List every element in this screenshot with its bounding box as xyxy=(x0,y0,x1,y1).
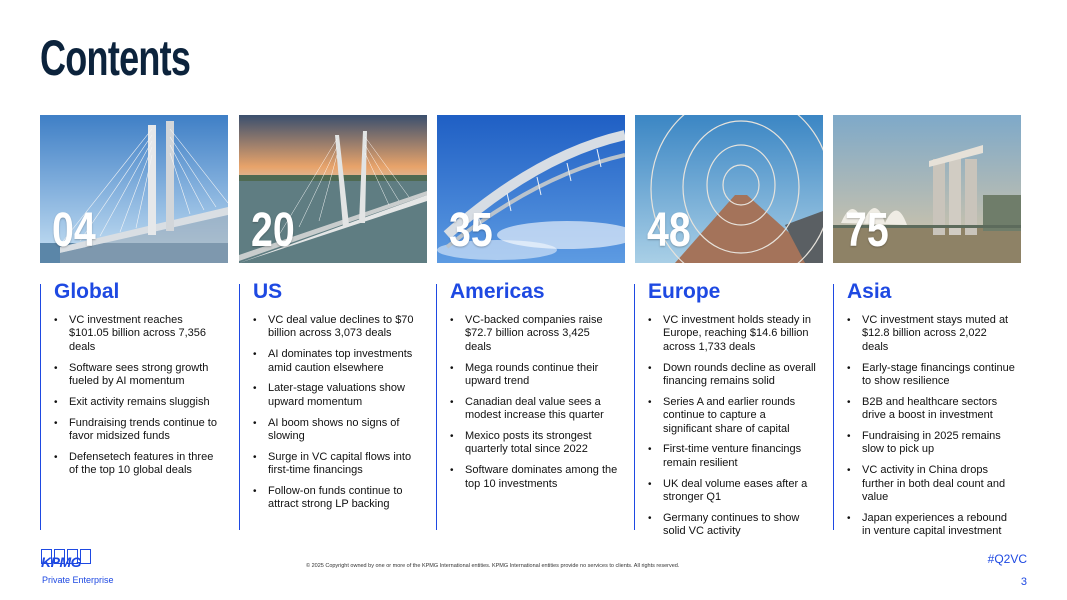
bullet-item: • Mexico posts its strongest quarterly total since 2022 xyxy=(450,430,618,457)
logo-subtitle: Private Enterprise xyxy=(42,575,114,585)
bullet-item: • VC investment holds steady in Europe, reaching $14.6 billion across 1,733 deals xyxy=(648,314,816,354)
section-europe xyxy=(634,280,816,538)
section-image-global xyxy=(40,115,228,263)
section-americas xyxy=(436,280,618,530)
bullet-item: • UK deal volume eases after a stronger Q1 xyxy=(648,478,816,505)
bullet-item: • Canadian deal value sees a modest increase this quarter xyxy=(450,396,618,423)
bullet-item: • Follow-on funds continue to attract strong LP backing xyxy=(253,485,421,512)
page-title: Contents xyxy=(40,30,191,86)
copyright-notice: © 2025 Copyright owned by one or more of the KPMG International entities. KPMG International entities provide no services to clients. All rights reserved. xyxy=(306,563,680,569)
bullet-item: • Software sees strong growth fueled by AI momentum xyxy=(54,362,222,389)
bullet-item: • B2B and healthcare sectors drive a boost in investment xyxy=(847,396,1015,423)
bullet-item: • Down rounds decline as overall financing remains solid xyxy=(648,362,816,389)
bullet-list xyxy=(41,314,222,478)
page-number-label: 75 xyxy=(845,204,889,257)
bullet-item: • VC activity in China drops further in both deal count and value xyxy=(847,464,1015,504)
bullet-item: • VC-backed companies raise $72.7 billion across 3,425 deals xyxy=(450,314,618,354)
page-number-label: 04 xyxy=(52,204,96,257)
section-image-us xyxy=(239,115,427,263)
bullet-item: • Mega rounds continue their upward trend xyxy=(450,362,618,389)
bullet-item: • VC investment reaches $101.05 billion across 7,356 deals xyxy=(54,314,222,354)
bullet-item: • Japan experiences a rebound in venture capital investment xyxy=(847,512,1015,539)
section-image-americas xyxy=(437,115,625,263)
section-heading: US xyxy=(253,280,283,303)
section-heading: Global xyxy=(54,280,120,303)
bullet-item: • Later-stage valuations show upward momentum xyxy=(253,382,421,409)
page-number-label: 35 xyxy=(449,204,493,257)
section-asia xyxy=(833,280,1015,538)
section-image-europe xyxy=(635,115,823,263)
kpmg-logo xyxy=(41,549,121,589)
hashtag-label: #Q2VC xyxy=(987,552,1027,566)
bullet-item: • First-time venture financings remain resilient xyxy=(648,443,816,470)
section-heading: Asia xyxy=(847,280,892,303)
bullet-item: • Germany continues to show solid VC activity xyxy=(648,512,816,539)
bullet-item: • Early-stage financings continue to show resilience xyxy=(847,362,1015,389)
bullet-list xyxy=(437,314,618,491)
bullet-list xyxy=(240,314,421,512)
section-heading: Europe xyxy=(648,280,721,303)
logo-wordmark: KPMG xyxy=(41,554,81,570)
bullet-item: • VC investment stays muted at $12.8 billion across 2,022 deals xyxy=(847,314,1015,354)
page-number: 3 xyxy=(1020,576,1027,588)
bullet-item: • Fundraising trends continue to favor midsized funds xyxy=(54,417,222,444)
page-number-label: 20 xyxy=(251,204,295,257)
bullet-item: • Software dominates among the top 10 investments xyxy=(450,464,618,491)
page-number-label: 48 xyxy=(647,204,691,257)
bullet-item: • Fundraising in 2025 remains slow to pick up xyxy=(847,430,1015,457)
bullet-list xyxy=(635,314,816,539)
section-us xyxy=(239,280,421,530)
bullet-item: • Defensetech features in three of the top 10 global deals xyxy=(54,451,222,478)
bullet-item: • Series A and earlier rounds continue to capture a significant share of capital xyxy=(648,396,816,436)
bullet-item: • Exit activity remains sluggish xyxy=(54,396,222,409)
section-heading: Americas xyxy=(450,280,545,303)
section-global xyxy=(40,280,222,530)
bullet-item: • AI boom shows no signs of slowing xyxy=(253,417,421,444)
bullet-list xyxy=(834,314,1015,539)
bullet-item: • VC deal value declines to $70 billion across 3,073 deals xyxy=(253,314,421,341)
bullet-item: • AI dominates top investments amid caution elsewhere xyxy=(253,348,421,375)
section-image-asia xyxy=(833,115,1021,263)
bullet-item: • Surge in VC capital flows into first-time financings xyxy=(253,451,421,478)
